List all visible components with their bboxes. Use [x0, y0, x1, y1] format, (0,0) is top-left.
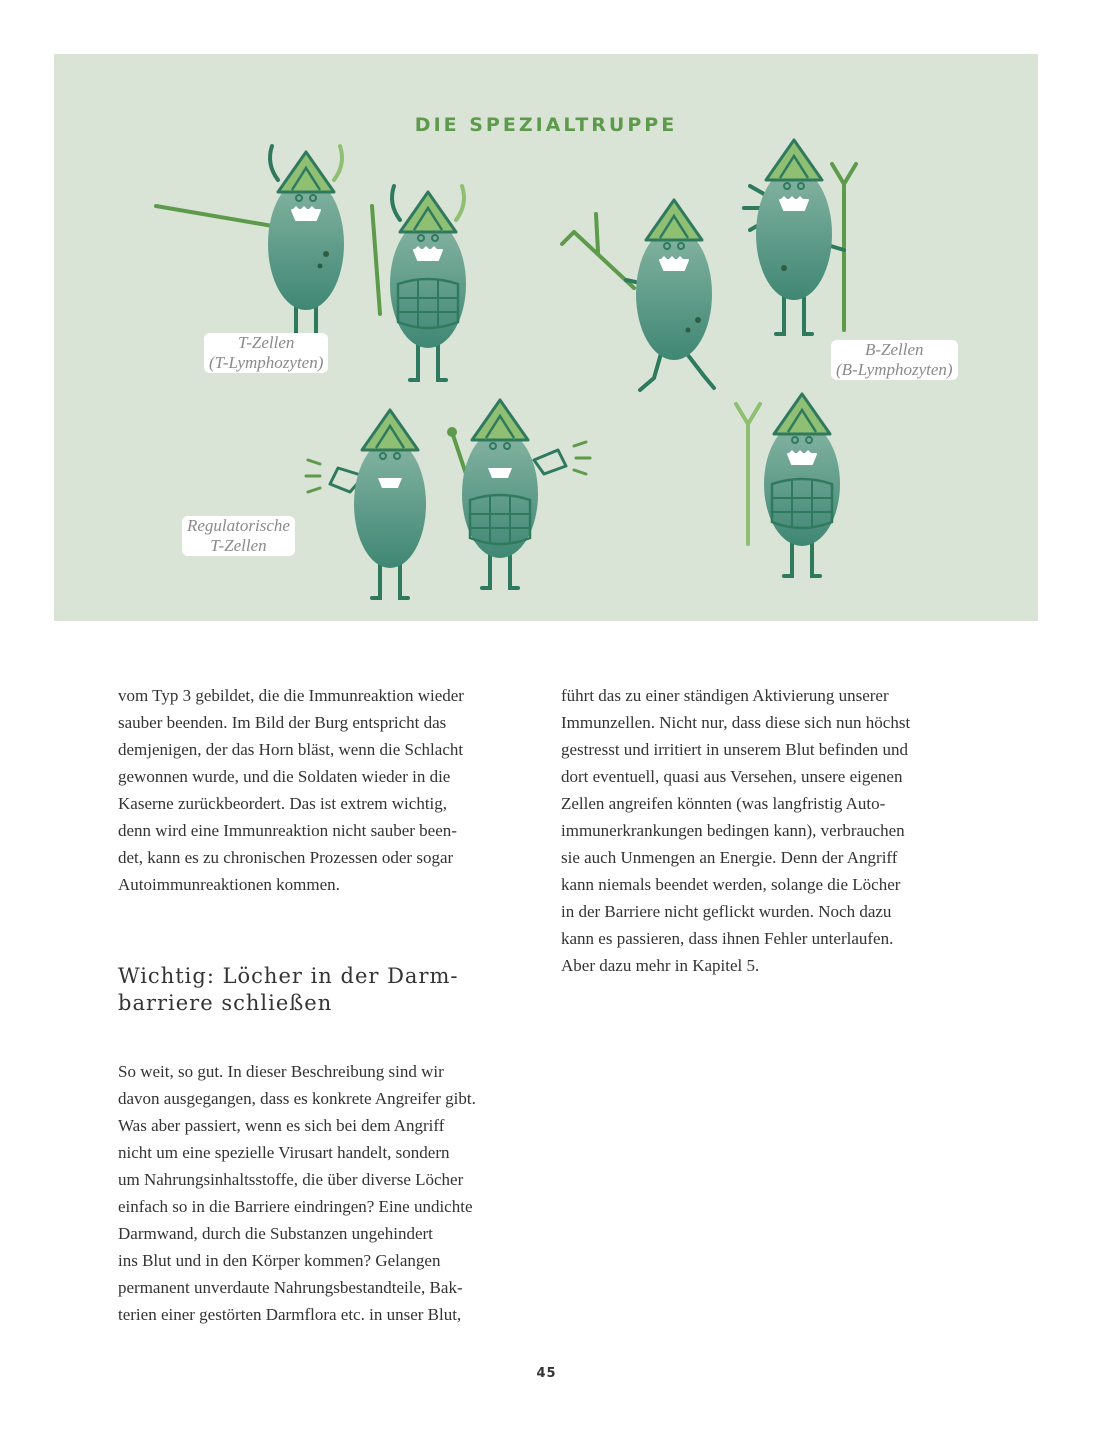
text-line: denn wird eine Immunreaktion nicht sauber been-: [118, 821, 457, 840]
text-line: dort eventuell, quasi aus Versehen, unsere eigenen: [561, 767, 903, 786]
regulatory-t-cell-armor-character: [447, 400, 590, 588]
t-cell-armor-character: [372, 186, 466, 380]
b-cell-throwing-character: [562, 200, 714, 390]
b-cell-trident-character: [744, 140, 856, 334]
text-line: kann niemals beendet werden, solange die Löcher: [561, 875, 901, 894]
text-line: einfach so in die Barriere eindringen? Eine undichte: [118, 1197, 473, 1216]
right-text-column: [561, 682, 961, 979]
illustration-title: DIE SPEZIALTRUPPE: [414, 114, 678, 136]
paragraph-immune-activation: [561, 682, 961, 979]
text-line: So weit, so gut. In dieser Beschreibung sind wir: [118, 1062, 444, 1081]
text-line: sie auch Unmengen an Energie. Denn der Angriff: [561, 848, 898, 867]
illustration-panel: [54, 54, 1038, 621]
text-line: gestresst und irritiert in unserem Blut befinden und: [561, 740, 909, 759]
paragraph-immune-resolution: [118, 682, 526, 898]
text-line: nicht um eine spezielle Virusart handelt, sondern: [118, 1143, 450, 1162]
heading-line: Wichtig: Löcher in der Darm-: [118, 964, 459, 988]
text-line: Kaserne zurückbeordert. Das ist extrem wichtig,: [118, 794, 448, 813]
section-heading: [118, 963, 526, 1017]
text-line: Autoimmunreaktionen kommen.: [118, 875, 340, 894]
label-t-cells-line1: T-Zellen: [238, 333, 295, 352]
label-reg-t-cells-line2: T-Zellen: [210, 536, 267, 555]
text-line: Was aber passiert, wenn es sich bei dem Angriff: [118, 1116, 445, 1135]
b-cell-armor-character: [736, 394, 840, 576]
text-line: Aber dazu mehr in Kapitel 5.: [561, 956, 760, 975]
text-line: sauber beenden. Im Bild der Burg entspricht das: [118, 713, 447, 732]
label-b-cells-line2: (B-Lymphozyten): [836, 360, 953, 379]
text-line: Zellen angreifen könnten (was langfristig Auto-: [561, 794, 886, 813]
text-line: kann es passieren, dass ihnen Fehler unterlaufen.: [561, 929, 894, 948]
label-b-cells-line1: B-Zellen: [865, 340, 924, 359]
text-line: Immunzellen. Nicht nur, dass diese sich nun höchst: [561, 713, 911, 732]
text-line: davon ausgegangen, dass es konkrete Angreifer gibt.: [118, 1089, 476, 1108]
label-b-cells: [831, 340, 958, 380]
label-t-cells-line2: (T-Lymphozyten): [209, 353, 324, 372]
text-line: vom Typ 3 gebildet, die die Immunreaktion wieder: [118, 686, 464, 705]
heading-line: barriere schließen: [118, 991, 333, 1015]
text-line: ins Blut und in den Körper kommen? Gelangen: [118, 1251, 441, 1270]
left-text-column: [118, 682, 526, 1328]
text-line: demjenigen, der das Horn bläst, wenn die Schlacht: [118, 740, 464, 759]
t-cell-spear-character: [156, 146, 344, 346]
text-line: um Nahrungsinhaltsstoffe, die über diverse Löcher: [118, 1170, 464, 1189]
text-line: gewonnen wurde, und die Soldaten wieder in die: [118, 767, 451, 786]
text-line: Darmwand, durch die Substanzen ungehindert: [118, 1224, 433, 1243]
text-line: immunerkrankungen bedingen kann), verbrauchen: [561, 821, 905, 840]
text-line: in der Barriere nicht geflickt wurden. Noch dazu: [561, 902, 892, 921]
paragraph-leaky-gut: [118, 1058, 526, 1328]
text-line: permanent unverdaute Nahrungsbestandteile, Bak-: [118, 1278, 463, 1297]
text-line: führt das zu einer ständigen Aktivierung unserer: [561, 686, 889, 705]
regulatory-t-cell-horn-character: [306, 410, 426, 598]
text-line: terien einer gestörten Darmflora etc. in unser Blut,: [118, 1305, 462, 1324]
label-regulatory-t-cells: [182, 516, 295, 556]
label-reg-t-cells-line1: Regulatorische: [187, 516, 290, 535]
label-t-cells: [204, 333, 328, 373]
page-number: 45: [536, 1366, 557, 1381]
text-line: det, kann es zu chronischen Prozessen oder sogar: [118, 848, 454, 867]
